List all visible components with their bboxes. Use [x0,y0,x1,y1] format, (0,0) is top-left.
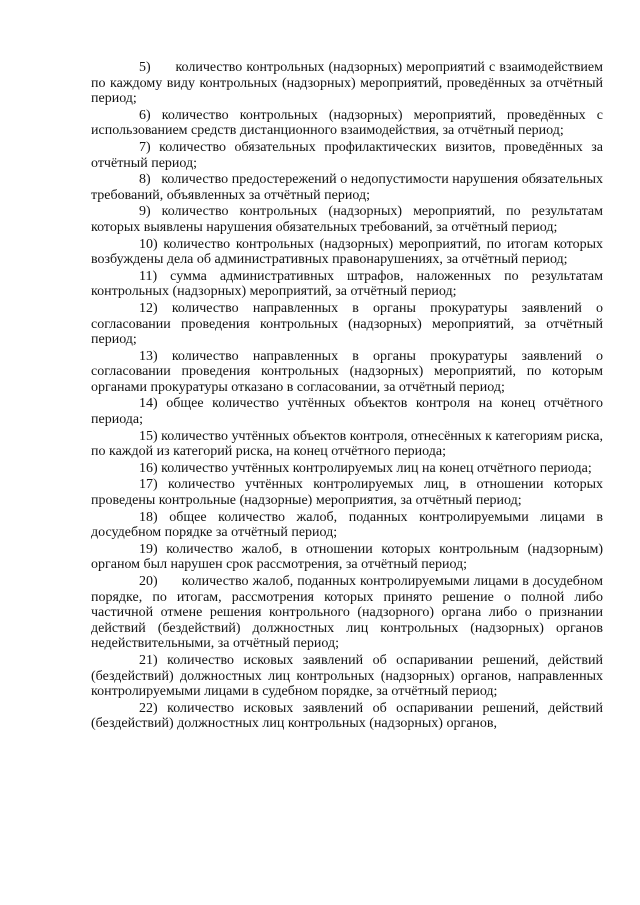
list-item: 19) количество жалоб, в отношении которых контрольным (надзорным) органом был нарушен срок рассмотрения, за отчётный период; [91,541,603,573]
list-item: 12) количество направленных в органы прокуратуры заявлений о согласовании проведения контрольных (надзорных) мероприятий, за отчётный период; [91,300,603,348]
list-item: 7) количество обязательных профилактических визитов, проведённых за отчётный период; [91,139,603,171]
list-item: 6) количество контрольных (надзорных) мероприятий, проведённых с использованием средств дистанционного взаимодействия, за отчётный период; [91,107,603,139]
list-item: 8) количество предостережений о недопустимости нарушения обязательных требований, объявленных за отчётный период; [91,172,603,203]
list-item: 20) количество жалоб, поданных контролируемыми лицами в досудебном порядке, по итогам, рассмотрения которых принято решение о полной либо частичной отмене решения контрольного (надзорного) органа либо о признании действий (бездействий) должностных лиц контрольных (надзорных) органов недействительными, за отчётный период; [91,574,603,652]
list-item: 17) количество учтённых контролируемых лиц, в отношении которых проведены контрольные (надзорные) мероприятия, за отчётный период; [91,477,603,509]
list-item: 16) количество учтённых контролируемых лиц на конец отчётного периода; [139,460,592,476]
list-item: 22) количество исковых заявлений об оспаривании решений, действий (бездействий) должностных лиц контрольных (надзорных) органов, [91,700,603,732]
list-item: 15) количество учтённых объектов контроля, отнесённых к категориям риска, по каждой из категорий риска, на конец отчётного периода; [91,428,603,460]
list-item: 14) общее количество учтённых объектов контроля на конец отчётного периода; [91,396,603,428]
list-item: 21) количество исковых заявлений об оспаривании решений, действий (бездействий) должностных лиц контрольных (надзорных) органов, направленных контролируемыми лицами в судебном порядке, за отчётный период; [91,652,603,700]
list-item: 10) количество контрольных (надзорных) мероприятий, по итогам которых возбуждены дела об административных правонарушениях, за отчётный период; [91,236,603,268]
list-item: 11) сумма административных штрафов, наложенных по результатам контрольных (надзорных) мероприятий, за отчётный период; [91,268,603,300]
list-item: 18) общее количество жалоб, поданных контролируемыми лицами в досудебном порядке за отчётный период; [91,509,603,541]
document-body [91,60,603,733]
list-item: 5) количество контрольных (надзорных) мероприятий с взаимодействием по каждому виду контрольных (надзорных) мероприятий, проведённых за отчётный период; [91,60,603,107]
list-item: 13) количество направленных в органы прокуратуры заявлений о согласовании проведения контрольных (надзорных) мероприятий, по которым органами прокуратуры отказано в согласовании, за отчётный период; [91,348,603,395]
list-item: 9) количество контрольных (надзорных) мероприятий, по результатам которых выявлены нарушения обязательных требований, за отчётный период; [91,204,603,235]
